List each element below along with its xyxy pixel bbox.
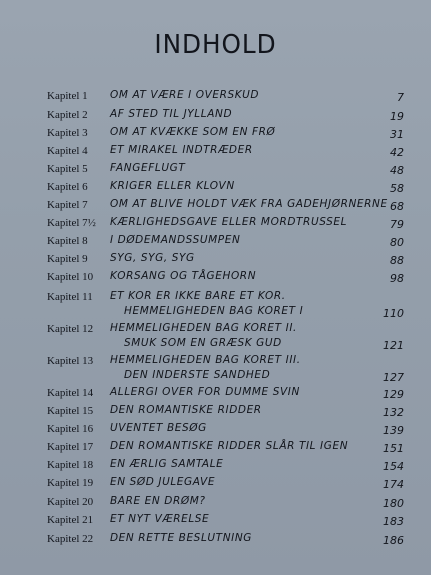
page-number: 127: [383, 371, 404, 384]
chapter-title: HEMMELIGHEDEN BAG KORET III.: [110, 354, 301, 366]
page-number: 121: [383, 339, 404, 352]
page-number: 7: [397, 91, 404, 104]
chapter-number: Kapitel 15: [47, 405, 94, 417]
page-number: 129: [383, 388, 404, 401]
chapter-title: DEN INDERSTE SANDHED: [124, 369, 271, 381]
page-number: 186: [383, 534, 404, 547]
page-number: 80: [390, 236, 404, 249]
chapter-title: ET KOR ER IKKE BARE ET KOR.: [110, 290, 286, 302]
chapter-title: OM AT BLIVE HOLDT VÆK FRA GADEHJØRNERNE: [110, 198, 388, 210]
chapter-title: EN ÆRLIG SAMTALE: [110, 458, 224, 470]
page-number: 151: [383, 442, 404, 455]
chapter-number: Kapitel 14: [47, 387, 94, 399]
chapter-number: Kapitel 6: [47, 181, 88, 193]
chapter-number: Kapitel 1: [47, 90, 88, 102]
chapter-title: SYG, SYG, SYG: [110, 252, 195, 264]
chapter-title: HEMMELIGHEDEN BAG KORET I: [124, 305, 304, 317]
chapter-title: KÆRLIGHEDSGAVE ELLER MORDTRUSSEL: [110, 216, 348, 228]
page-number: 42: [390, 146, 404, 159]
chapter-title: ET NYT VÆRELSE: [110, 513, 210, 525]
chapter-number: Kapitel 9: [47, 253, 88, 265]
page-number: 19: [390, 110, 404, 123]
page-number: 79: [390, 218, 404, 231]
chapter-number: Kapitel 5: [47, 163, 88, 175]
chapter-number: Kapitel 11: [47, 291, 93, 303]
page-number: 132: [383, 406, 404, 419]
page-number: 180: [383, 497, 404, 510]
chapter-number: Kapitel 21: [47, 514, 94, 526]
chapter-number: Kapitel 18: [47, 459, 94, 471]
chapter-title: ET MIRAKEL INDTRÆDER: [110, 144, 253, 156]
chapter-number: Kapitel 12: [47, 323, 94, 335]
chapter-title: ALLERGI OVER FOR DUMME SVIN: [110, 386, 300, 398]
chapter-title: UVENTET BESØG: [110, 422, 207, 434]
page-number: 98: [390, 272, 404, 285]
chapter-title: AF STED TIL JYLLAND: [110, 108, 233, 120]
chapter-title: EN SØD JULEGAVE: [110, 476, 216, 488]
chapter-title: DEN ROMANTISKE RIDDER: [110, 404, 262, 416]
chapter-number: Kapitel 10: [47, 271, 94, 283]
chapter-title: OM AT VÆRE I OVERSKUD: [110, 89, 260, 101]
chapter-number: Kapitel 17: [47, 441, 94, 453]
chapter-number: Kapitel 8: [47, 235, 88, 247]
chapter-title: OM AT KVÆKKE SOM EN FRØ: [110, 126, 276, 138]
page-number: 31: [390, 128, 404, 141]
chapter-number: Kapitel 4: [47, 145, 88, 157]
chapter-number: Kapitel 3: [47, 127, 88, 139]
chapter-title: BARE EN DRØM?: [110, 495, 206, 507]
chapter-title: KORSANG OG TÅGEHORN: [110, 270, 257, 282]
chapter-number: Kapitel 16: [47, 423, 94, 435]
page-number: 154: [383, 460, 404, 473]
page-number: 183: [383, 515, 404, 528]
chapter-number: Kapitel 20: [47, 496, 94, 508]
page-number: 68: [390, 200, 404, 213]
chapter-number: Kapitel 22: [47, 533, 94, 545]
chapter-number: Kapitel 7½: [47, 217, 96, 229]
page-number: 110: [383, 307, 404, 320]
chapter-title: DEN ROMANTISKE RIDDER SLÅR TIL IGEN: [110, 440, 349, 452]
page-title: INDHOLD: [154, 30, 277, 60]
chapter-number: Kapitel 2: [47, 109, 88, 121]
chapter-number: Kapitel 19: [47, 477, 94, 489]
page-number: 48: [390, 164, 404, 177]
chapter-number: Kapitel 13: [47, 355, 94, 367]
page-number: 174: [383, 478, 404, 491]
page-number: 88: [390, 254, 404, 267]
chapter-title: I DØDEMANDSSUMPEN: [110, 234, 241, 246]
page-number: 139: [383, 424, 404, 437]
chapter-title: SMUK SOM EN GRÆSK GUD: [124, 337, 282, 349]
chapter-number: Kapitel 7: [47, 199, 88, 211]
chapter-title: HEMMELIGHEDEN BAG KORET II.: [110, 322, 297, 334]
chapter-title: DEN RETTE BESLUTNING: [110, 532, 253, 544]
chapter-title: KRIGER ELLER KLOVN: [110, 180, 235, 192]
page-number: 58: [390, 182, 404, 195]
chapter-title: FANGEFLUGT: [110, 162, 186, 174]
